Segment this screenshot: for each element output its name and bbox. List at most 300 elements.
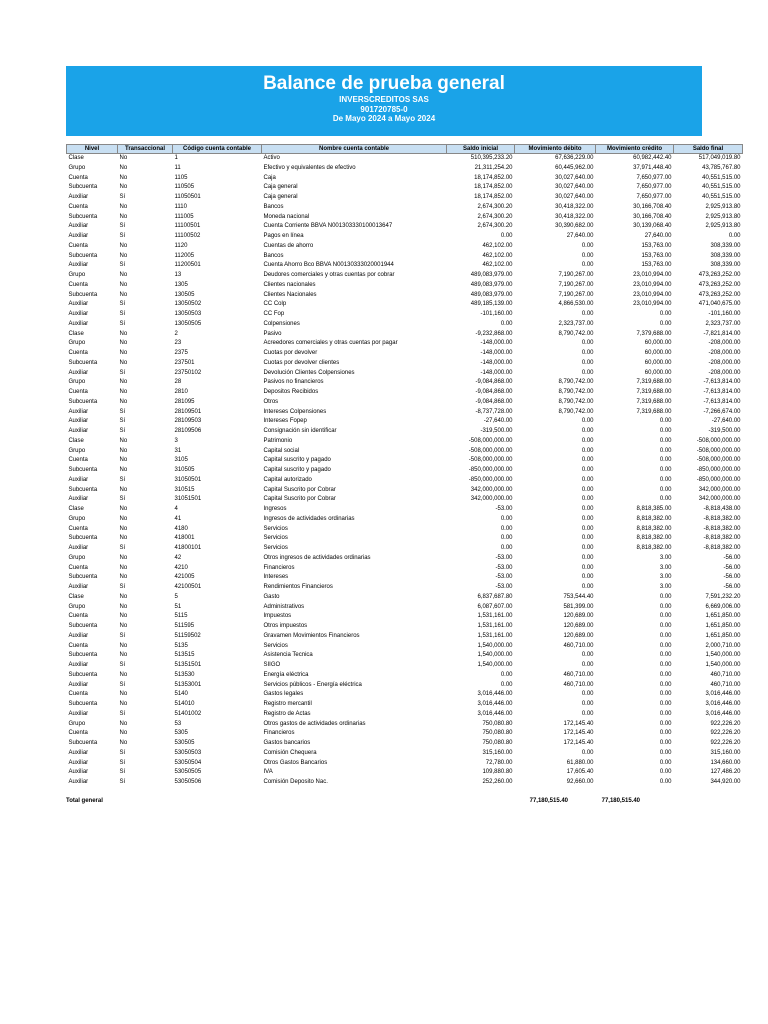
table-row[interactable] [67, 690, 743, 700]
table-row[interactable] [67, 729, 743, 739]
table-row[interactable] [67, 739, 743, 749]
table-row[interactable] [67, 466, 743, 476]
cell-saldo-final: -508,000,000.00 [696, 437, 741, 444]
cell-movimiento-credito: 0.00 [659, 486, 672, 493]
cell-nombre: Capital social [263, 447, 300, 454]
cell-movimiento-debito: 30,418,322.00 [555, 213, 594, 220]
cell-saldo-inicial: -53.00 [495, 554, 513, 561]
total-row [66, 798, 702, 808]
cell-nombre: Otros Gastos Bancarios [263, 759, 328, 766]
table-row[interactable] [67, 369, 743, 379]
cell-movimiento-credito: 0.00 [659, 681, 672, 688]
cell-movimiento-debito: 460,710.00 [563, 681, 594, 688]
cell-movimiento-debito: 0.00 [581, 340, 594, 347]
table-row[interactable] [67, 612, 743, 622]
cell-transaccional: No [119, 564, 128, 571]
cell-saldo-inicial: 2,674,300.20 [477, 223, 513, 230]
cell-nombre: Servicios públicos - Energía eléctrica [263, 681, 362, 688]
cell-transaccional: No [119, 574, 128, 581]
table-row[interactable] [67, 271, 743, 281]
cell-transaccional: No [119, 467, 128, 473]
cell-nombre: Pasivo [263, 330, 282, 337]
table-row[interactable] [67, 710, 743, 720]
cell-nivel: Auxiliar [68, 233, 89, 239]
column-header-saldo-final[interactable]: Saldo final [674, 145, 743, 154]
table-row[interactable] [67, 388, 743, 398]
cell-transaccional: Sí [119, 233, 126, 239]
cell-nombre: Caja general [263, 184, 298, 191]
cell-saldo-inicial: 489,083,979.00 [470, 272, 513, 278]
cell-nombre: Otros gastos de actividades ordinarias [263, 720, 366, 727]
table-row[interactable] [67, 174, 743, 184]
cell-movimiento-credito: 0.00 [659, 437, 672, 444]
cell-nivel: Subcuenta [68, 701, 98, 707]
cell-transaccional: Sí [119, 769, 126, 776]
cell-nombre: Colpensiones [263, 320, 300, 327]
cell-movimiento-debito: 61,880.00 [566, 759, 594, 766]
cell-codigo: 41 [174, 515, 182, 522]
table-row[interactable] [67, 232, 743, 242]
cell-codigo: 2 [174, 330, 178, 337]
cell-codigo: 111005 [174, 213, 194, 220]
table-row[interactable] [67, 417, 743, 427]
cell-movimiento-credito: 7,379,688.00 [636, 330, 672, 337]
cell-nombre: Capital Suscrito por Cobrar [263, 486, 336, 493]
table-row[interactable] [67, 573, 743, 583]
table-row[interactable] [67, 759, 743, 769]
cell-movimiento-debito: 8,790,742.00 [558, 379, 594, 386]
cell-saldo-final: 315,160.00 [710, 749, 741, 756]
cell-codigo: 42100501 [174, 584, 202, 590]
table-row[interactable] [67, 720, 743, 730]
cell-nivel: Subcuenta [68, 652, 98, 659]
cell-nombre: Depositos Recibidos [263, 389, 319, 395]
table-row[interactable] [67, 632, 743, 642]
total-debito: 77,180,515.40 [529, 798, 568, 804]
cell-transaccional: No [119, 525, 128, 532]
table-row[interactable] [67, 486, 743, 496]
cell-nivel: Auxiliar [68, 476, 89, 483]
cell-nombre: Bancos [263, 203, 284, 210]
cell-transaccional: Sí [119, 779, 126, 785]
table-row[interactable] [67, 681, 743, 691]
cell-nombre: Servicios [263, 535, 288, 542]
cell-saldo-final: 473,263,252.00 [698, 291, 741, 298]
cell-saldo-final: 922,226.20 [710, 730, 741, 737]
cell-saldo-inicial: -53.00 [495, 564, 513, 571]
total-credito: 77,180,515.40 [601, 798, 640, 804]
table-row[interactable] [67, 534, 743, 544]
cell-movimiento-debito: 92,660.00 [566, 779, 594, 785]
cell-nombre: Ingresos [263, 506, 287, 512]
table-row[interactable] [67, 593, 743, 603]
cell-movimiento-debito: 0.00 [581, 749, 594, 756]
cell-movimiento-credito: 7,650,977.00 [636, 174, 672, 181]
cell-transaccional: No [119, 554, 128, 561]
cell-movimiento-debito: 0.00 [581, 457, 594, 464]
cell-saldo-inicial: 1,540,000.00 [477, 642, 513, 649]
cell-movimiento-debito: 581,399.00 [563, 603, 594, 610]
cell-movimiento-debito: 172,145.40 [563, 720, 594, 727]
cell-saldo-final: 0.00 [728, 233, 741, 239]
cell-movimiento-credito: 0.00 [659, 632, 672, 639]
table-row[interactable] [67, 330, 743, 340]
cell-movimiento-debito: 0.00 [581, 252, 594, 259]
cell-codigo: 13 [174, 272, 182, 278]
cell-saldo-final: 922,226.20 [710, 740, 741, 746]
table-row[interactable] [67, 261, 743, 271]
table-row[interactable] [67, 505, 743, 515]
cell-movimiento-debito: 30,027,640.00 [555, 184, 594, 191]
cell-nombre: Caja general [263, 194, 298, 200]
column-header-codigo[interactable]: Código cuenta contable [173, 145, 262, 154]
cell-movimiento-debito: 0.00 [581, 476, 594, 483]
cell-codigo: 421005 [174, 574, 195, 581]
table-row[interactable] [67, 768, 743, 778]
cell-movimiento-debito: 7,190,267.00 [558, 281, 594, 288]
cell-nivel: Cuenta [68, 564, 88, 571]
table-row[interactable] [67, 378, 743, 388]
cell-codigo: 11 [174, 164, 181, 171]
table-row[interactable] [67, 291, 743, 301]
cell-saldo-inicial: 750,080.80 [482, 720, 513, 727]
cell-nombre: Efectivo y equivalentes de efectivo [263, 164, 356, 171]
cell-movimiento-debito: 0.00 [581, 535, 594, 542]
cell-saldo-inicial: -850,000,000.00 [468, 476, 513, 483]
cell-movimiento-debito: 0.00 [581, 447, 594, 454]
table-row[interactable] [67, 583, 743, 593]
cell-nivel: Auxiliar [68, 710, 89, 717]
cell-movimiento-credito: 0.00 [659, 311, 672, 317]
cell-saldo-inicial: 0.00 [500, 515, 513, 522]
cell-saldo-final: -101,160.00 [708, 311, 741, 317]
cell-saldo-inicial: -101,160.00 [480, 311, 513, 317]
cell-movimiento-credito: 23,010,994.00 [633, 281, 672, 288]
cell-codigo: 4180 [174, 525, 188, 532]
cell-movimiento-debito: 0.00 [581, 350, 594, 356]
cell-nivel: Grupo [68, 554, 86, 561]
cell-transaccional: No [119, 437, 128, 444]
column-header-movimiento-credito[interactable]: Movimiento crédito [596, 145, 674, 154]
cell-codigo: 11100501 [174, 223, 201, 230]
cell-codigo: 4210 [174, 564, 188, 571]
cell-movimiento-debito: 0.00 [581, 574, 594, 581]
cell-movimiento-debito: 0.00 [581, 564, 594, 571]
cell-movimiento-debito: 0.00 [581, 311, 594, 317]
cell-saldo-final: 342,000,000.00 [698, 486, 741, 493]
cell-movimiento-debito: 8,790,742.00 [558, 408, 594, 415]
cell-transaccional: No [119, 330, 128, 337]
cell-transaccional: No [119, 398, 128, 405]
table-row[interactable] [67, 203, 743, 213]
cell-saldo-final: -56.00 [723, 574, 741, 581]
table-row[interactable] [67, 447, 743, 457]
cell-nombre: Intereses Fopep [263, 418, 307, 425]
cell-transaccional: No [119, 720, 128, 727]
cell-saldo-inicial: -9,084,868.00 [475, 379, 513, 386]
cell-nivel: Auxiliar [68, 262, 89, 269]
cell-codigo: 53 [174, 720, 182, 727]
cell-nombre: Cuentas de ahorro [263, 242, 314, 249]
cell-movimiento-debito: 60,445,962.00 [555, 164, 594, 171]
cell-saldo-inicial: 0.00 [500, 681, 513, 688]
cell-saldo-inicial: -27,640.00 [483, 418, 513, 425]
table-row[interactable] [67, 642, 743, 652]
cell-nivel: Cuenta [68, 613, 88, 620]
cell-saldo-inicial: 1,531,161.00 [477, 623, 513, 629]
table-row[interactable] [67, 183, 743, 193]
table-row[interactable] [67, 300, 743, 310]
table-row[interactable] [67, 622, 743, 632]
cell-transaccional: Sí [119, 662, 126, 668]
cell-nivel: Grupo [68, 340, 86, 347]
cell-saldo-inicial: 18,174,852.00 [474, 184, 513, 191]
table-row[interactable] [67, 154, 743, 164]
cell-codigo: 530505 [174, 740, 195, 746]
column-header-saldo-inicial[interactable]: Saldo inicial [447, 145, 515, 154]
cell-nombre: Capital suscrito y pagado [263, 457, 331, 464]
cell-codigo: 53050504 [174, 759, 202, 766]
cell-movimiento-debito: 8,790,742.00 [558, 330, 594, 337]
cell-movimiento-debito: 0.00 [581, 369, 594, 376]
cell-movimiento-debito: 0.00 [581, 515, 594, 522]
cell-nivel: Cuenta [68, 389, 88, 395]
column-header-nombre[interactable]: Nombre cuenta contable [262, 145, 447, 154]
table-row[interactable] [67, 671, 743, 681]
cell-transaccional: Sí [119, 418, 126, 425]
column-header-nivel[interactable]: Nivel [67, 145, 118, 154]
cell-codigo: 5115 [174, 613, 188, 620]
cell-movimiento-credito: 3.00 [659, 584, 672, 590]
cell-movimiento-credito: 0.00 [659, 476, 672, 483]
cell-movimiento-credito: 0.00 [659, 320, 672, 327]
cell-saldo-inicial: 750,080.80 [482, 730, 513, 737]
cell-nivel: Grupo [68, 515, 86, 522]
cell-movimiento-debito: 4,866,530.00 [558, 301, 594, 308]
cell-nivel: Cuenta [68, 457, 88, 464]
cell-movimiento-credito: 0.00 [659, 447, 672, 454]
cell-codigo: 28109501 [174, 408, 202, 415]
cell-saldo-final: -508,000,000.00 [696, 457, 741, 464]
cell-saldo-final: -8,818,382.00 [703, 535, 741, 542]
cell-transaccional: Sí [119, 749, 126, 756]
cell-nivel: Auxiliar [68, 545, 89, 551]
cell-saldo-inicial: 750,080.80 [482, 740, 513, 746]
cell-movimiento-debito: 17,605.40 [566, 769, 594, 776]
cell-saldo-final: 2,925,913.80 [705, 213, 741, 220]
cell-codigo: 5140 [174, 691, 188, 698]
cell-movimiento-debito: 27,640.00 [566, 233, 594, 239]
cell-transaccional: Sí [119, 710, 126, 717]
cell-saldo-inicial: 1,531,161.00 [477, 613, 513, 620]
cell-nivel: Grupo [68, 164, 86, 171]
table-row[interactable] [67, 437, 743, 447]
cell-saldo-inicial: 109,880.80 [482, 769, 513, 776]
cell-transaccional: No [119, 701, 128, 707]
cell-movimiento-credito: 0.00 [659, 671, 672, 678]
cell-nivel: Subcuenta [68, 359, 98, 366]
cell-codigo: 1110 [174, 203, 187, 210]
cell-transaccional: No [119, 593, 128, 600]
cell-saldo-final: 308,339.00 [710, 252, 741, 259]
cell-nivel: Cuenta [68, 203, 88, 210]
cell-saldo-final: 1,540,000.00 [705, 662, 741, 668]
cell-nombre: Deudores comerciales y otras cuentas por cobrar [263, 272, 395, 278]
cell-saldo-inicial: -8,737,728.00 [475, 408, 513, 415]
cell-nombre: Intereses [263, 574, 289, 581]
cell-nivel: Grupo [68, 379, 86, 386]
column-header-transaccional[interactable]: Transaccional [118, 145, 173, 154]
table-row[interactable] [67, 222, 743, 232]
cell-saldo-inicial: 0.00 [500, 535, 513, 542]
cell-movimiento-debito: 0.00 [581, 545, 594, 551]
table-row[interactable] [67, 320, 743, 330]
cell-saldo-inicial: 489,185,139.00 [470, 301, 513, 308]
cell-nivel: Subcuenta [68, 671, 98, 678]
cell-saldo-inicial: 1,540,000.00 [477, 652, 513, 659]
cell-nombre: Gravamen Movimientos Financieros [263, 632, 360, 639]
cell-saldo-inicial: 3,016,446.00 [477, 710, 513, 717]
table-row[interactable] [67, 281, 743, 291]
cell-nombre: Activo [263, 155, 280, 161]
cell-saldo-inicial: 0.00 [500, 233, 513, 239]
cell-nivel: Auxiliar [68, 320, 89, 327]
column-header-movimiento-debito[interactable]: Movimiento débito [515, 145, 596, 154]
cell-nivel: Cuenta [68, 174, 88, 181]
cell-codigo: 23750102 [174, 369, 202, 376]
cell-saldo-final: 342,000,000.00 [698, 496, 741, 503]
cell-nivel: Auxiliar [68, 632, 89, 639]
cell-nivel: Subcuenta [68, 398, 98, 405]
cell-movimiento-credito: 0.00 [659, 730, 672, 737]
cell-movimiento-credito: 60,982,442.40 [633, 155, 672, 161]
cell-movimiento-debito: 0.00 [581, 691, 594, 698]
cell-codigo: 51401002 [174, 710, 202, 717]
cell-codigo: 13050503 [174, 311, 202, 317]
table-row[interactable] [67, 427, 743, 437]
table-row[interactable] [67, 544, 743, 554]
cell-nivel: Clase [68, 437, 84, 444]
table-row[interactable] [67, 398, 743, 408]
cell-saldo-final: 308,339.00 [710, 242, 741, 249]
table-row[interactable] [67, 700, 743, 710]
cell-nivel: Auxiliar [68, 779, 89, 785]
cell-transaccional: No [119, 350, 128, 356]
cell-saldo-inicial: 3,016,446.00 [477, 701, 513, 707]
table-row[interactable] [67, 476, 743, 486]
cell-movimiento-credito: 0.00 [659, 613, 672, 620]
cell-codigo: 1105 [174, 174, 188, 181]
table-row[interactable] [67, 778, 743, 788]
table-row[interactable] [67, 749, 743, 759]
cell-codigo: 5305 [174, 730, 188, 737]
cell-saldo-final: 473,263,252.00 [698, 272, 741, 278]
cell-codigo: 31050501 [174, 476, 202, 483]
cell-nombre: Rendimientos Financieros [263, 584, 333, 590]
cell-codigo: 28 [174, 379, 182, 386]
cell-nivel: Subcuenta [68, 291, 98, 298]
table-row[interactable] [67, 456, 743, 466]
cell-nivel: Auxiliar [68, 194, 89, 200]
table-row[interactable] [67, 515, 743, 525]
cell-nombre: Comisión Chequera [263, 749, 317, 756]
table-row[interactable] [67, 252, 743, 262]
cell-movimiento-credito: 0.00 [659, 691, 672, 698]
cell-transaccional: No [119, 613, 128, 620]
table-row[interactable] [67, 525, 743, 535]
cell-transaccional: Sí [119, 311, 126, 317]
cell-movimiento-debito: 0.00 [581, 701, 594, 707]
cell-transaccional: No [119, 340, 128, 347]
cell-codigo: 5 [174, 593, 178, 600]
cell-transaccional: No [119, 174, 128, 181]
table-row[interactable] [67, 213, 743, 223]
cell-codigo: 5135 [174, 642, 188, 649]
cell-movimiento-debito: 120,689.00 [563, 613, 594, 620]
table-row[interactable] [67, 495, 743, 505]
cell-movimiento-credito: 60,000.00 [644, 359, 672, 366]
cell-nombre: Registro de Actas [263, 710, 311, 717]
table-row[interactable] [67, 349, 743, 359]
table-row[interactable] [67, 651, 743, 661]
table-row[interactable] [67, 193, 743, 203]
cell-saldo-final: 2,925,913.80 [705, 203, 741, 210]
cell-movimiento-credito: 3.00 [659, 564, 672, 571]
cell-saldo-final: 134,660.00 [710, 759, 741, 766]
cell-codigo: 31 [174, 447, 182, 454]
table-row[interactable] [67, 661, 743, 671]
cell-codigo: 28109503 [174, 418, 202, 425]
table-row[interactable] [67, 164, 743, 174]
cell-transaccional: Sí [119, 681, 126, 688]
cell-nivel: Subcuenta [68, 252, 98, 259]
cell-nivel: Cuenta [68, 525, 88, 532]
cell-movimiento-credito: 3.00 [659, 574, 672, 581]
cell-transaccional: No [119, 740, 128, 746]
cell-transaccional: No [119, 623, 128, 629]
table-row[interactable] [67, 339, 743, 349]
table-row[interactable] [67, 564, 743, 574]
cell-movimiento-credito: 7,650,977.00 [636, 194, 672, 200]
cell-saldo-inicial: 3,016,446.00 [477, 691, 513, 698]
cell-codigo: 53050506 [174, 779, 202, 785]
cell-nivel: Grupo [68, 720, 86, 727]
table-row[interactable] [67, 554, 743, 564]
cell-nivel: Subcuenta [68, 184, 98, 191]
table-row[interactable] [67, 242, 743, 252]
cell-nombre: Pasivos no financieros [263, 379, 324, 386]
table-row[interactable] [67, 603, 743, 613]
cell-nivel: Auxiliar [68, 428, 89, 434]
cell-nivel: Cuenta [68, 350, 88, 356]
table-row[interactable] [67, 408, 743, 418]
cell-movimiento-credito: 0.00 [659, 710, 672, 717]
cell-transaccional: No [119, 281, 128, 288]
cell-movimiento-credito: 30,139,068.40 [633, 223, 672, 230]
cell-nivel: Auxiliar [68, 418, 89, 425]
cell-codigo: 110505 [174, 184, 195, 191]
cell-movimiento-credito: 37,971,448.40 [633, 164, 672, 171]
cell-movimiento-credito: 7,319,688.00 [636, 389, 672, 395]
cell-saldo-inicial: 489,083,979.00 [470, 281, 513, 288]
cell-codigo: 51351501 [174, 662, 202, 668]
table-row[interactable] [67, 359, 743, 369]
cell-movimiento-debito: 460,710.00 [563, 642, 594, 649]
cell-movimiento-credito: 0.00 [659, 779, 672, 785]
table-row[interactable] [67, 310, 743, 320]
cell-codigo: 31051501 [174, 496, 202, 503]
cell-saldo-inicial: -9,232,868.00 [475, 330, 513, 337]
